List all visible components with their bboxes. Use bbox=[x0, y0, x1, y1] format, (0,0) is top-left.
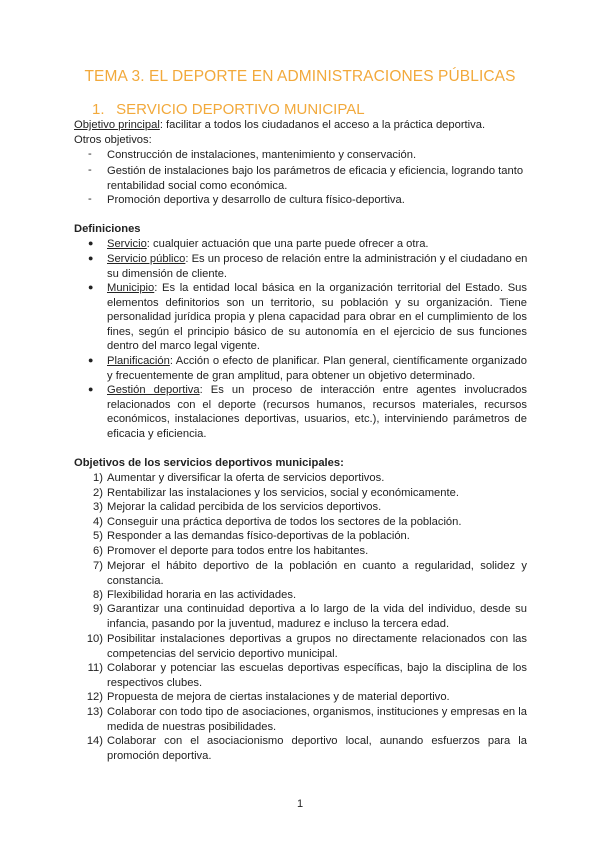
definicion-item bbox=[107, 354, 527, 383]
objetivo-item: Flexibilidad horaria en las actividades. bbox=[107, 589, 297, 601]
otros-item: Promoción deportiva y desarrollo de cultura físico-deportiva. bbox=[107, 194, 405, 206]
otros-item: Construcción de instalaciones, mantenimiento y conservación. bbox=[107, 149, 417, 161]
objetivo-number: 13) bbox=[86, 706, 103, 718]
objetivo-principal-text: : facilitar a todos los ciudadanos el acceso a la práctica deportiva. bbox=[159, 119, 486, 131]
objetivo-number: 9) bbox=[93, 603, 103, 615]
objetivo-item: Rentabilizar las instalaciones y los servicios, social y económicamente. bbox=[107, 487, 459, 499]
definicion-text: : Es un proceso de interacción entre agentes involucrados relacionados con el deporte (recursos humanos, recursos materiales, recursos económicos, instalaciones deportivas, usuarios, etc.), interviniendo parámetros de eficacia y eficiencia. bbox=[107, 384, 527, 440]
dash-marker: - bbox=[88, 148, 92, 160]
definicion-item bbox=[107, 237, 527, 252]
objetivo-item: Aumentar y diversificar la oferta de servicios deportivos. bbox=[107, 472, 385, 484]
section-number: 1. bbox=[92, 101, 105, 118]
definicion-text: : cualquier actuación que una parte puede ofrecer a otra. bbox=[146, 238, 429, 250]
objetivo-number: 14) bbox=[86, 735, 103, 747]
section-heading bbox=[92, 101, 365, 118]
definicion-item bbox=[107, 252, 535, 281]
definicion-item bbox=[107, 383, 527, 441]
bullet-marker: ● bbox=[88, 355, 94, 365]
objetivo-item: Posibilitar instalaciones deportivas a grupos no directamente relacionados con las competencias del servicio deportivo municipal. bbox=[107, 633, 527, 660]
objetivo-number: 4) bbox=[93, 516, 103, 528]
objetivo-number: 10) bbox=[86, 633, 103, 645]
objetivo-principal-label: Objetivo principal bbox=[74, 119, 160, 131]
bullet-marker: ● bbox=[88, 384, 94, 394]
objetivo-item: Conseguir una práctica deportiva de todos los sectores de la población. bbox=[107, 516, 462, 528]
section-title: SERVICIO DEPORTIVO MUNICIPAL bbox=[116, 101, 365, 118]
definicion-item bbox=[107, 281, 527, 354]
objetivo-item: Colaborar con el asociacionismo deportivo local, aunando esfuerzos para la promoción deportiva. bbox=[107, 735, 527, 762]
definicion-text: : Es la entidad local básica en la organización territorial del Estado. Sus elementos definitorios son un territorio, su población y su organización. Tiene personalidad jurídica propia y plena capacidad para obrar en el cumplimiento de los fines, según el principio básico de su autonomía en el ejercicio de sus funciones dentro del marco legal vigente. bbox=[107, 282, 527, 353]
bullet-marker: ● bbox=[88, 238, 94, 248]
definicion-term: Servicio público bbox=[107, 253, 186, 265]
objetivos-heading: Objetivos de los servicios deportivos municipales: bbox=[74, 457, 344, 469]
definicion-term: Servicio bbox=[107, 238, 147, 250]
objetivo-item: Mejorar el hábito deportivo de la población en cuanto a regularidad, solidez y constancia. bbox=[107, 560, 527, 587]
dash-marker: - bbox=[88, 164, 92, 176]
objetivo-number: 3) bbox=[93, 501, 103, 513]
objetivo-number: 2) bbox=[93, 487, 103, 499]
objetivo-number: 7) bbox=[93, 560, 103, 572]
definicion-term: Planificación bbox=[107, 355, 170, 367]
objetivo-item: Propuesta de mejora de ciertas instalaciones y de material deportivo. bbox=[107, 691, 450, 703]
objetivo-number: 1) bbox=[93, 472, 103, 484]
objetivo-number: 5) bbox=[93, 530, 103, 542]
objetivo-item: Garantizar una continuidad deportiva a lo largo de la vida del individuo, desde su infancia, pasando por la juventud, madurez e incluso la tercera edad. bbox=[107, 603, 527, 630]
objetivo-number: 6) bbox=[93, 545, 103, 557]
dash-marker: - bbox=[88, 193, 92, 205]
definicion-term: Gestión deportiva bbox=[107, 384, 200, 396]
definicion-text: : Es un proceso de relación entre la administración y el ciudadano en su dimensión de cliente. bbox=[107, 253, 528, 280]
objetivo-number: 8) bbox=[93, 589, 103, 601]
bullet-marker: ● bbox=[88, 253, 94, 263]
objetivo-principal bbox=[74, 118, 485, 133]
objetivo-item: Mejorar la calidad percibida de los servicios deportivos. bbox=[107, 501, 382, 513]
definicion-text: : Acción o efecto de planificar. Plan general, científicamente organizado y frecuentemente de gran amplitud, para obtener un objetivo determinado. bbox=[107, 355, 527, 382]
objetivo-item: Colaborar y potenciar las escuelas deportivas específicas, bajo la disciplina de los respectivos clubes. bbox=[107, 662, 527, 689]
page-number: 1 bbox=[296, 798, 304, 810]
objetivo-item: Promover el deporte para todos entre los habitantes. bbox=[107, 545, 369, 557]
objetivo-item: Responder a las demandas físico-deportivas de la población. bbox=[107, 530, 410, 542]
objetivo-item: Colaborar con todo tipo de asociaciones, organismos, instituciones y empresas en la medida de nuestras posibilidades. bbox=[107, 706, 527, 733]
otros-item: Gestión de instalaciones bajo los parámetros de eficacia y eficiencia, logrando tanto rentabilidad social como económica. bbox=[107, 165, 524, 192]
definicion-term: Municipio bbox=[107, 282, 155, 294]
otros-objetivos-label: Otros objetivos: bbox=[74, 134, 152, 146]
bullet-marker: ● bbox=[88, 282, 94, 292]
objetivo-number: 12) bbox=[86, 691, 103, 703]
objetivo-number: 11) bbox=[87, 662, 103, 674]
document-title: TEMA 3. EL DEPORTE EN ADMINISTRACIONES PÚBLICAS bbox=[84, 68, 516, 85]
definiciones-heading: Definiciones bbox=[74, 223, 141, 235]
